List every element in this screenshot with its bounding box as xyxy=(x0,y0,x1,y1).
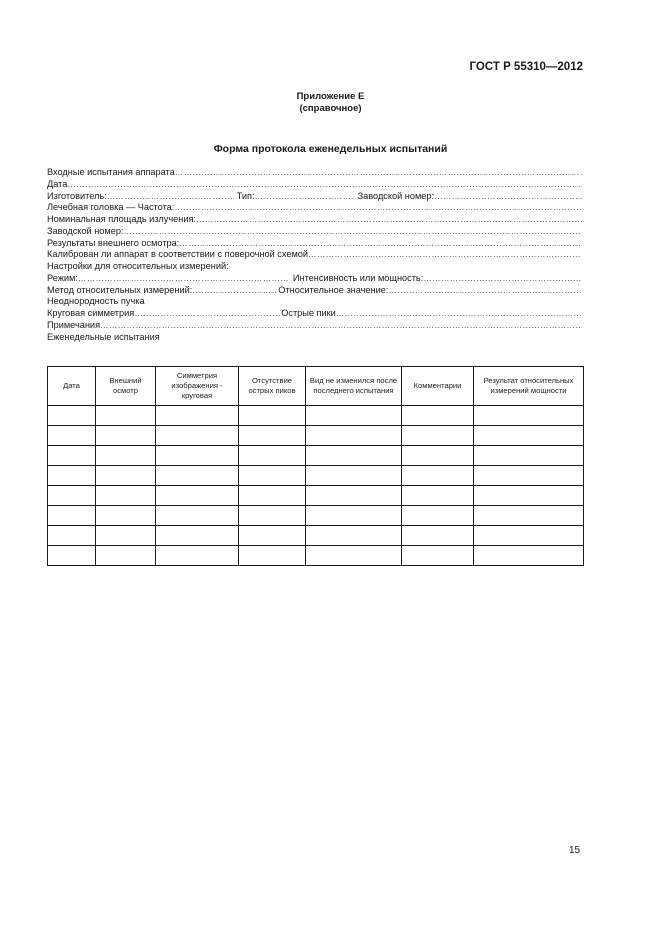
field-circular-symmetry xyxy=(47,308,582,320)
table-row xyxy=(48,526,584,546)
table-cell[interactable] xyxy=(239,506,306,526)
field-label: Метод относительных измерений: xyxy=(47,284,193,295)
table-cell[interactable] xyxy=(156,506,239,526)
table-cell[interactable] xyxy=(48,546,96,566)
table-cell[interactable] xyxy=(48,426,96,446)
field-label: Примечания xyxy=(47,319,101,330)
table-cell[interactable] xyxy=(156,426,239,446)
fill-line[interactable] xyxy=(196,214,582,226)
table-cell[interactable] xyxy=(402,546,474,566)
field-beam-nonuniformity xyxy=(47,296,582,308)
table-cell[interactable] xyxy=(48,526,96,546)
field-inspection xyxy=(47,238,582,250)
fill-line[interactable] xyxy=(388,285,582,297)
field-label: Входные испытания аппарата xyxy=(47,167,175,177)
field-label: Заводской номер: xyxy=(47,225,124,236)
table-cell[interactable] xyxy=(156,446,239,466)
fill-line[interactable] xyxy=(134,308,281,320)
field-label: Заводской номер: xyxy=(357,190,435,201)
table-cell[interactable] xyxy=(239,526,306,546)
form-title: Форма протокола еженедельных испытаний xyxy=(213,143,448,155)
field-manufacturer xyxy=(47,191,582,203)
table-cell[interactable] xyxy=(474,526,584,546)
field-label: Номинальная площадь излучения: xyxy=(47,214,196,224)
column-header: Комментарии xyxy=(402,367,474,406)
field-calibrated xyxy=(47,249,582,261)
table-cell[interactable] xyxy=(474,466,584,486)
table-cell[interactable] xyxy=(239,546,306,566)
field-settings xyxy=(47,261,582,273)
table-cell[interactable] xyxy=(48,486,96,506)
table-cell[interactable] xyxy=(474,546,584,566)
fill-line[interactable] xyxy=(336,308,582,320)
table-header-row xyxy=(48,367,584,406)
fill-line[interactable] xyxy=(434,191,582,203)
table-cell[interactable] xyxy=(402,506,474,526)
field-incoming xyxy=(47,167,582,179)
table-cell[interactable] xyxy=(402,526,474,546)
table-cell[interactable] xyxy=(474,486,584,506)
table-cell[interactable] xyxy=(156,486,239,506)
table-cell[interactable] xyxy=(239,466,306,486)
table-cell[interactable] xyxy=(306,486,402,506)
table-cell[interactable] xyxy=(96,406,156,426)
table-cell[interactable] xyxy=(239,426,306,446)
field-label: Относительное значение: xyxy=(278,284,389,295)
fill-line[interactable] xyxy=(100,320,582,332)
fill-line[interactable] xyxy=(179,238,582,250)
table-row xyxy=(48,506,584,526)
table-row xyxy=(48,486,584,506)
table-cell[interactable] xyxy=(96,486,156,506)
field-serial-number xyxy=(47,226,582,238)
table-cell[interactable] xyxy=(402,486,474,506)
table-cell[interactable] xyxy=(474,426,584,446)
field-head-frequency xyxy=(47,202,582,214)
column-header: Отсутствие острых пиков xyxy=(239,367,306,406)
table-row xyxy=(48,546,584,566)
field-date xyxy=(47,179,582,191)
field-label: Интенсивность или мощность: xyxy=(292,272,424,283)
field-weekly-tests xyxy=(47,332,582,344)
fill-line[interactable] xyxy=(255,191,355,203)
field-label: Дата xyxy=(47,178,68,189)
field-label: Результаты внешнего осмотра: xyxy=(47,237,180,248)
table-row xyxy=(48,446,584,466)
field-label: Лечебная головка — Частота: xyxy=(47,202,175,213)
field-label: Круговая симметрия xyxy=(47,308,135,318)
table-row xyxy=(48,406,584,426)
table-cell[interactable] xyxy=(239,446,306,466)
table-cell[interactable] xyxy=(48,446,96,466)
table-cell[interactable] xyxy=(474,446,584,466)
table-cell[interactable] xyxy=(96,546,156,566)
weekly-tests-table xyxy=(47,366,584,566)
table-cell[interactable] xyxy=(96,466,156,486)
table-cell[interactable] xyxy=(402,466,474,486)
fill-line[interactable] xyxy=(107,191,234,203)
fill-line[interactable] xyxy=(423,273,582,285)
field-label: Настройки для относительных измерений: xyxy=(47,261,229,271)
table-row xyxy=(48,426,584,446)
table-cell[interactable] xyxy=(306,546,402,566)
table-cell[interactable] xyxy=(306,466,402,486)
table-cell[interactable] xyxy=(156,526,239,546)
column-header: Вид не изменился после последнего испытания xyxy=(306,367,402,406)
table-cell[interactable] xyxy=(239,486,306,506)
table-cell[interactable] xyxy=(96,426,156,446)
fill-line[interactable] xyxy=(174,202,582,214)
table-row xyxy=(48,466,584,486)
table-cell[interactable] xyxy=(306,526,402,546)
table-cell[interactable] xyxy=(402,446,474,466)
field-notes xyxy=(47,320,582,332)
table-cell[interactable] xyxy=(156,406,239,426)
table-cell[interactable] xyxy=(96,446,156,466)
table-cell[interactable] xyxy=(402,426,474,446)
column-header: Симметрия изображения - круговая xyxy=(156,367,239,406)
table-cell[interactable] xyxy=(156,466,239,486)
field-label: Неоднородность пучка xyxy=(47,296,145,307)
table-cell[interactable] xyxy=(156,546,239,566)
table-body xyxy=(48,406,584,566)
field-mode xyxy=(47,273,582,285)
field-label: Калиброван ли аппарат в соответствии с поверочной схемой xyxy=(47,249,309,260)
table-cell[interactable] xyxy=(96,526,156,546)
table-cell[interactable] xyxy=(306,446,402,466)
annex-heading xyxy=(0,91,661,115)
protocol-fields xyxy=(47,167,582,343)
fill-line[interactable] xyxy=(124,226,583,238)
annex-subtitle: (справочное) xyxy=(299,103,362,114)
field-label: Острые пики xyxy=(281,308,336,318)
column-header: Результат относительных измерений мощности xyxy=(474,367,584,406)
field-area xyxy=(47,214,582,226)
field-label: Тип: xyxy=(236,190,255,201)
column-header: Внешний осмотр xyxy=(96,367,156,406)
fill-line[interactable] xyxy=(175,167,582,179)
fill-line[interactable] xyxy=(78,273,290,285)
table-cell[interactable] xyxy=(402,406,474,426)
table-cell[interactable] xyxy=(239,406,306,426)
standard-code: ГОСТ Р 55310—2012 xyxy=(469,61,583,73)
annex-title: Приложение Е xyxy=(296,91,365,102)
table-cell[interactable] xyxy=(306,506,402,526)
field-label: Изготовитель: xyxy=(47,190,107,201)
table-cell[interactable] xyxy=(48,466,96,486)
table-cell[interactable] xyxy=(48,406,96,426)
field-label: Режим: xyxy=(47,272,78,283)
table-cell[interactable] xyxy=(306,426,402,446)
table-cell[interactable] xyxy=(96,506,156,526)
fill-line[interactable] xyxy=(308,249,582,261)
table-cell[interactable] xyxy=(474,406,584,426)
fill-line[interactable] xyxy=(192,285,278,297)
table-cell[interactable] xyxy=(48,506,96,526)
page-number: 15 xyxy=(569,845,581,856)
column-header: Дата xyxy=(48,367,96,406)
fill-line[interactable] xyxy=(67,179,582,191)
field-label: Еженедельные испытания xyxy=(47,331,160,342)
field-method xyxy=(47,285,582,297)
table-cell[interactable] xyxy=(474,506,584,526)
table-cell[interactable] xyxy=(306,406,402,426)
